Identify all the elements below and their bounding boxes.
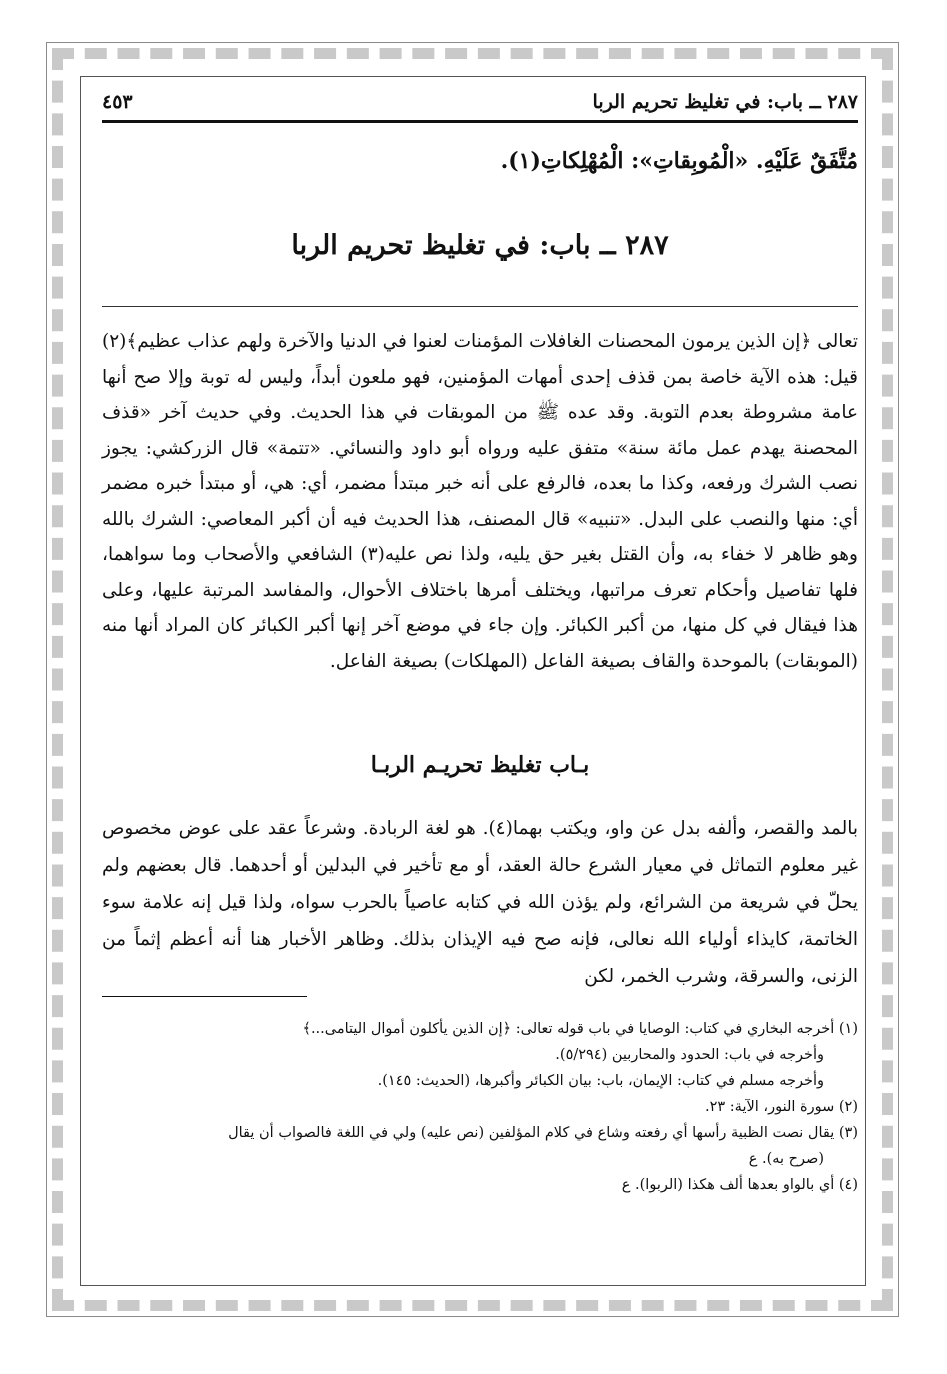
commentary-block [102,324,858,679]
footnote-number: (٤) [838,1177,858,1193]
footnote-separator [102,996,307,997]
footnote-text: وأخرجه مسلم في كتاب: الإيمان، باب: بيان الكبائر وأكبرها، (الحديث: ١٤٥). [377,1073,824,1089]
chapter-title: ٢٨٧ ــ باب: في تغليظ تحريم الربا [291,230,669,261]
footnote [102,1068,858,1094]
page-number: ٤٥٣ [102,91,133,113]
footnote-text: سورة النور، الآية: ٢٣. [705,1099,835,1115]
footnote-number: (٢) [838,1099,858,1115]
footnote [102,1016,858,1068]
footnote-continuation: (صرح به). ع [748,1151,824,1167]
chapter-divider [102,306,858,307]
running-header [102,86,858,118]
section-title: بـاب تغليظ تحريـم الربـا [370,752,590,778]
footnote [102,1094,858,1120]
running-header-title: ٢٨٧ ــ باب: في تغليظ تحريم الربا [592,91,858,113]
footnote-text: أخرجه البخاري في كتاب: الوصايا في باب قوله تعالى: ﴿إن الذين يأكلون أموال اليتامى...﴾ [302,1021,835,1037]
footnotes [102,1016,858,1198]
footnote-number: (١) [838,1021,858,1037]
footnote-text: يقال نصت الظبية رأسها أي رفعته وشاع في كلام المؤلفين (نص عليه) ولي في اللغة فالصواب أن يقال [228,1125,835,1141]
footnote-number: (٣) [838,1125,858,1141]
book-page [102,78,858,1278]
footnote [102,1172,858,1198]
footnote-continuation: وأخرجه في باب: الحدود والمحاربين (٥/٢٩٤). [555,1047,824,1063]
footnote [102,1120,858,1172]
hadith-ending-line: مُتَّفَقٌ عَلَيْهِ. «الْمُوبِقاتِ»: الْمُهْلِكاتِ(١). [500,148,858,174]
header-rule [102,120,858,123]
commentary-paragraph: تعالى ﴿إن الذين يرمون المحصنات الغافلات المؤمنات لعنوا في الدنيا والآخرة ولهم عذاب عظيم﴾(٢) قيل: هذه الآية خاصة بمن قذف إحدى أمهات المؤمنين، فهو ملعون أبداً، وليس له توبة وإلا صح أنها عامة مشروطة بعدم التوبة. وقد عده ﷺ من الموبقات في هذا الحديث. وفي حديث آخر «قذف المحصنة يهدم عمل مائة سنة» متفق عليه ورواه أبو داود والنسائي. «تتمة» قال الزركشي: يجوز نصب الشرك ورفعه، وكذا ما بعده، فالرفع على أنه خبر مبتدأ مضمر، أي: هي، أو مبتدأ خبره مضمر أي: منها والنصب على البدل. «تنبيه» قال المصنف، هذا الحديث فيه أن أكبر المعاصي: الشرك بالله وهو ظاهر لا خفاء به، وأن القتل بغير حق يليه، ولذا نص عليه(٣) الشافعي والأصحاب وما سواهما، فلها تفاصيل وأحكام تعرف مراتبها، ويختلف أمرها باختلاف الأحوال، والمفاسد المرتبة عليها، وعلى هذا فيقال في كل منها، من أكبر الكبائر. وإن جاء في موضع آخر إنها أكبر الكبائر كان المراد أنها منه (الموبقات) بالموحدة والقاف بصيغة الفاعل (المهلكات) بصيغة الفاعل. [102,331,858,672]
footnote-text: أي بالواو بعدها ألف هكذا (الربوا). ع [621,1177,835,1193]
section-body: بالمد والقصر، وألفه بدل عن واو، ويكتب بهما(٤). هو لغة الربادة. وشرعاً عقد على عوض مخصوص غير معلوم التماثل في معيار الشرع حالة العقد، أو مع تأخير في البدلين أو أحدهما. قال بعضهم ولم يحلّ في شريعة من الشرائع، ولم يؤذن الله في كتابه عاصياً بالحرب سواه، ولذا قيل إنه علامة سوء الخاتمة، كايذاء أولياء الله نعالى، فإنه صح فيه الإيذان بذلك. وظاهر الأخبار هنا أنه أعظم إثماً من الزنى، والسرقة، وشرب الخمر، لكن [102,818,858,987]
